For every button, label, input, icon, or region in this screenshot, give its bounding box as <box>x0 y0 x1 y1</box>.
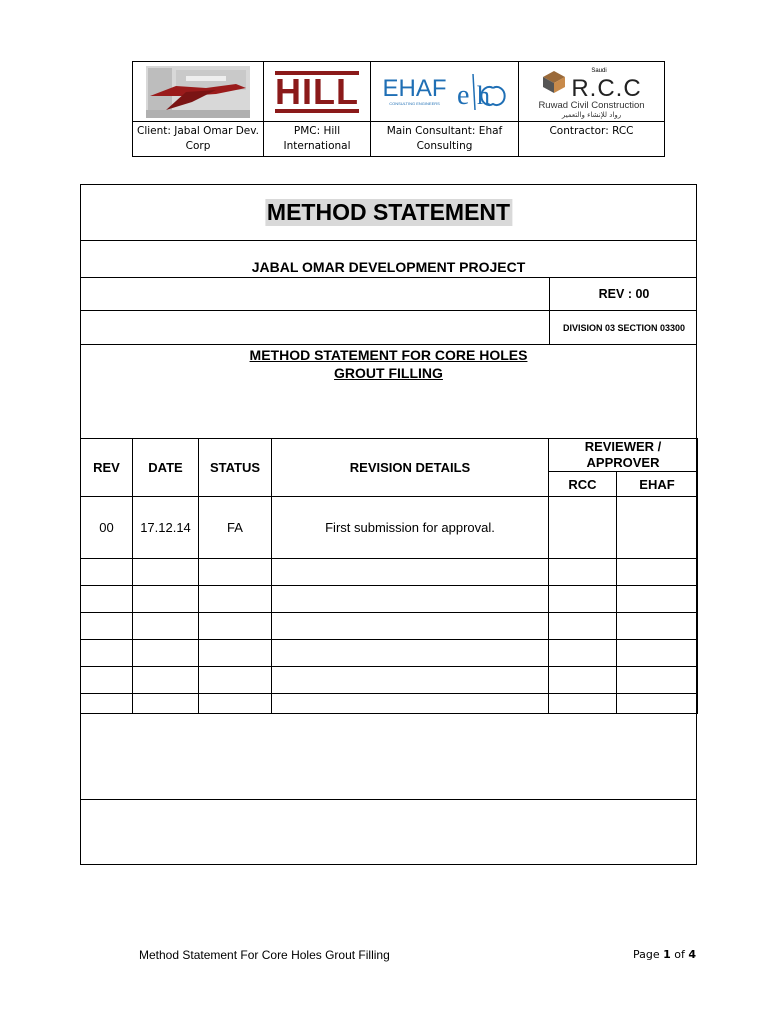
rcc-logo-cell <box>519 62 665 122</box>
svg-text:h: h <box>476 80 490 110</box>
table-row-empty <box>81 640 698 667</box>
table-row <box>81 497 698 559</box>
page-total: 4 <box>688 948 697 961</box>
project-row <box>81 241 696 278</box>
division-row <box>81 311 696 345</box>
svg-text:e: e <box>456 79 469 111</box>
hill-logo-text: HILL <box>275 70 359 112</box>
ehaf-mark-icon <box>455 72 507 112</box>
rcc-logo-arabic: رواد للإنشاء والتعمير <box>561 110 622 119</box>
notes-box-2 <box>81 800 696 864</box>
cell-status: FA <box>199 497 272 559</box>
revision-table <box>80 438 698 714</box>
col-header-date: DATE <box>133 439 199 497</box>
client-logo-cell <box>133 62 264 122</box>
subject-line-2: GROUT FILLING <box>334 365 443 381</box>
table-row-empty <box>81 613 698 640</box>
pmc-caption: PMC: Hill International <box>264 122 371 157</box>
title-row <box>81 185 696 241</box>
jabal-omar-logo <box>133 62 263 121</box>
subject-row <box>81 345 696 439</box>
cell-details: First submission for approval. <box>272 497 549 559</box>
hill-logo-cell <box>264 62 371 122</box>
col-header-reviewer: REVIEWER / APPROVER <box>549 439 698 472</box>
table-row-empty <box>81 667 698 694</box>
client-caption: Client: Jabal Omar Dev. Corp <box>133 122 264 157</box>
ehaf-logo-subtext: CONSULTING ENGINEERS <box>389 101 440 106</box>
page-indicator <box>633 948 696 961</box>
col-header-ehaf: EHAF <box>617 472 698 497</box>
col-header-details: REVISION DETAILS <box>272 439 549 497</box>
cell-date: 17.12.14 <box>133 497 199 559</box>
ehaf-logo <box>371 62 518 121</box>
rcc-logo-text: R.C.C <box>571 74 642 102</box>
contractor-caption: Contractor: RCC <box>519 122 665 157</box>
page-prefix: Page <box>633 948 664 961</box>
footer-title: Method Statement For Core Holes Grout Filling <box>139 948 390 962</box>
hill-logo <box>264 62 370 121</box>
ehaf-logo-cell <box>371 62 519 122</box>
ehaf-logo-text: EHAF <box>382 75 447 102</box>
header-logo-table <box>132 61 665 157</box>
table-row-empty <box>81 559 698 586</box>
rcc-logo-subtext: Ruwad Civil Construction <box>538 99 645 111</box>
notes-box-1 <box>81 716 696 800</box>
table-row-empty <box>81 586 698 613</box>
rev-row <box>81 278 696 311</box>
col-header-status: STATUS <box>199 439 272 497</box>
page-number: 1 <box>663 948 671 961</box>
rev-label: REV : 00 <box>549 278 698 310</box>
cell-rcc <box>549 497 617 559</box>
cell-ehaf <box>617 497 698 559</box>
document-title: METHOD STATEMENT <box>266 199 511 225</box>
cell-rev: 00 <box>81 497 133 559</box>
subject-title <box>81 346 696 382</box>
subject-line-1: METHOD STATEMENT FOR CORE HOLES <box>249 347 528 363</box>
col-header-rev: REV <box>81 439 133 497</box>
rcc-logo-small: Saudi <box>591 67 607 74</box>
col-header-rcc: RCC <box>549 472 617 497</box>
consultant-caption: Main Consultant: Ehaf Consulting <box>371 122 519 157</box>
rcc-logo <box>519 62 664 121</box>
division-label: DIVISION 03 SECTION 03300 <box>549 311 698 344</box>
rcc-cube-icon <box>541 69 567 95</box>
page-of: of <box>670 948 689 961</box>
project-name: JABAL OMAR DEVELOPMENT PROJECT <box>251 259 526 275</box>
table-row-empty <box>81 694 698 714</box>
